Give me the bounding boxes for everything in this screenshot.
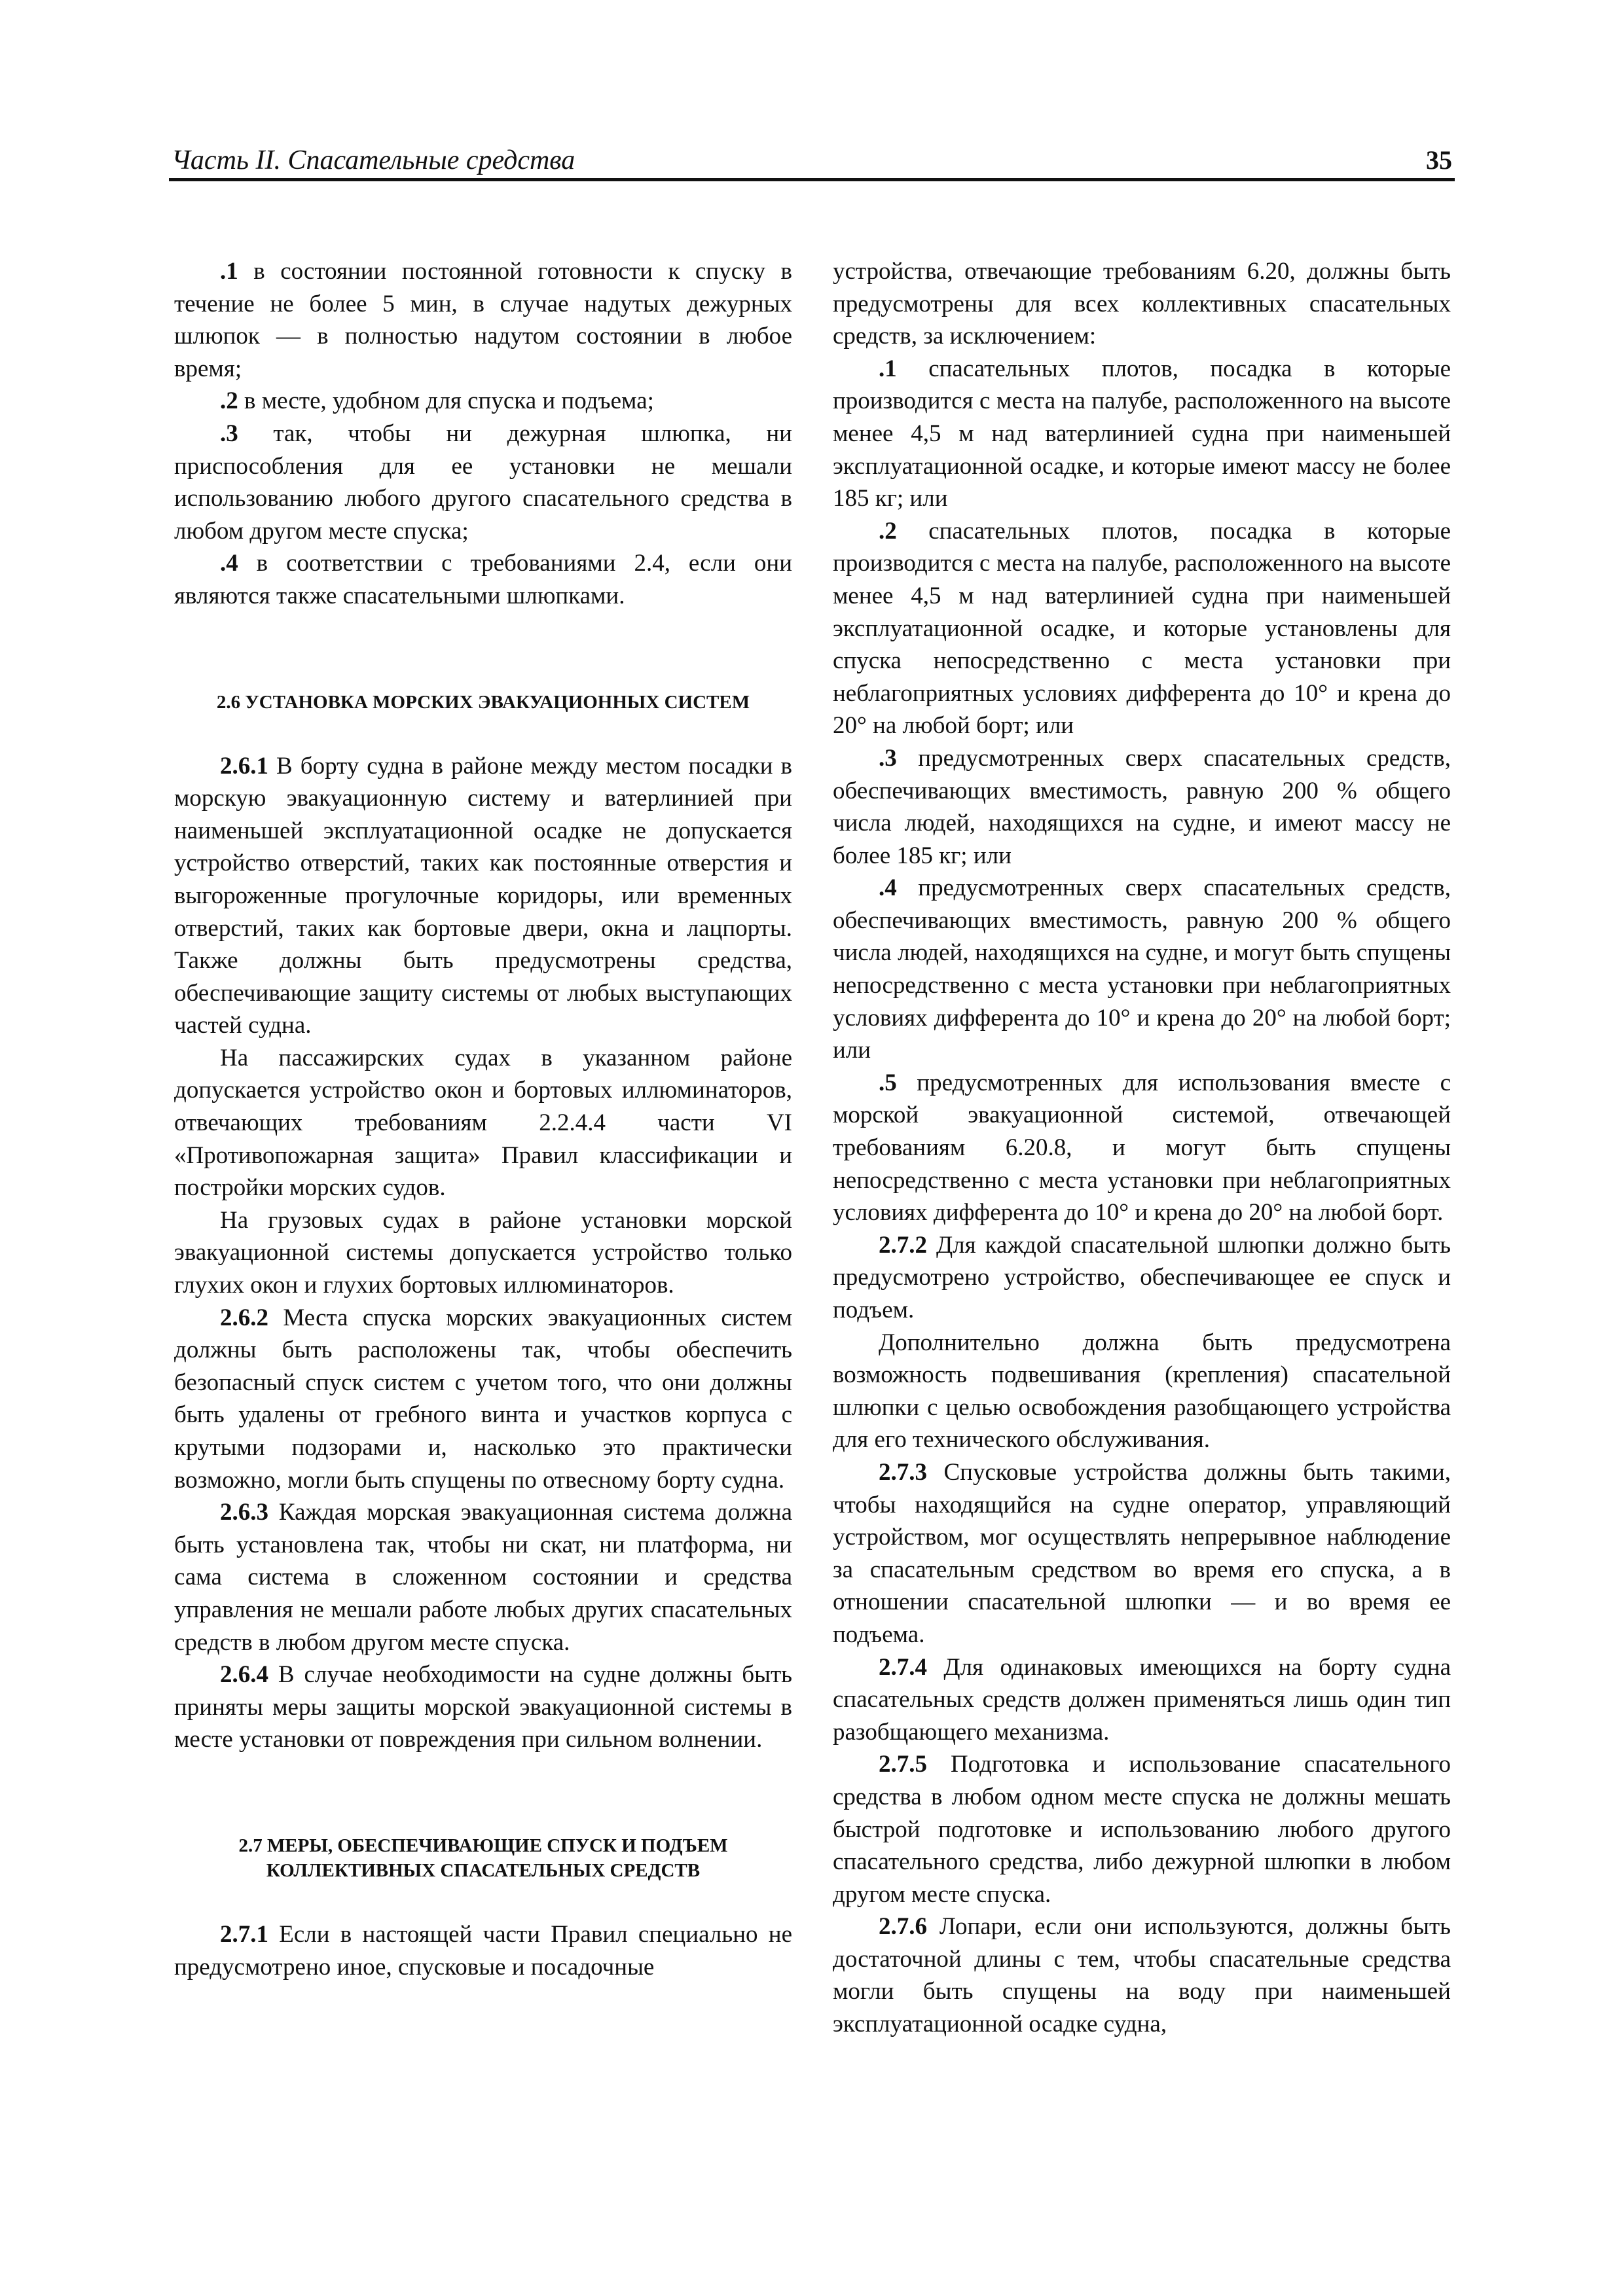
page-number: 35 bbox=[1426, 145, 1452, 175]
item-text: в месте, удобном для спуска и подъема; bbox=[238, 387, 654, 415]
paragraph bbox=[174, 1496, 792, 1659]
paragraph-text: Если в настоящей части Правил специально не предусмотрено иное, спусковые и посадочные bbox=[174, 1920, 792, 1981]
list-item bbox=[174, 385, 792, 418]
header-divider bbox=[169, 178, 1455, 181]
item-text: спасательных плотов, посадка в которые производится с места на палубе, расположенного на высоте менее 4,5 м над ватерлинией судна при наименьшей эксплуатационной осадке, и которые установлены для спуска непосредственно с места установки при неблагоприятных условиях дифферента до 10° и крена до 20° на любой борт; или bbox=[833, 517, 1451, 740]
list-item bbox=[174, 547, 792, 612]
item-number: .2 bbox=[220, 387, 238, 415]
paragraph bbox=[833, 255, 1451, 353]
list-item bbox=[833, 515, 1451, 742]
clause-number: 2.6.2 bbox=[220, 1304, 268, 1331]
item-number: .4 bbox=[220, 550, 238, 577]
paragraph-text: Места спуска морских эвакуационных систем должны быть расположены так, чтобы обеспечить безопасный спуск систем с учетом того, что они должны быть удалены от гребного винта и участков корпуса с крутыми подзорами и, насколько это практически возможно, могли быть спущены по отвесному борту судна. bbox=[174, 1304, 792, 1494]
paragraph bbox=[833, 1748, 1451, 1910]
paragraph bbox=[174, 1042, 792, 1204]
paragraph bbox=[174, 1918, 792, 1983]
paragraph bbox=[174, 750, 792, 1042]
item-number: .5 bbox=[879, 1069, 897, 1096]
clause-number: 2.7.1 bbox=[220, 1920, 268, 1948]
list-item bbox=[833, 742, 1451, 872]
paragraph bbox=[833, 1910, 1451, 2040]
paragraph-text: Для каждой спасательной шлюпки должно быть предусмотрено устройство, обеспечивающее ее спуск и подъем. bbox=[833, 1231, 1451, 1323]
item-text: предусмотренных сверх спасательных средств, обеспечивающих вместимость, равную 200 % общего числа людей, находящихся на судне, и могут быть спущены непосредственно с места установки при неблагоприятных условиях дифферента до 10° и крена до 20° на любой борт; или bbox=[833, 874, 1451, 1064]
paragraph-text: Подготовка и использование спасательного средства в любом одном месте спуска не должны мешать быстрой подготовке и использованию любого другого спасательного средства, либо дежурной шлюпки в любом другом месте спуска. bbox=[833, 1751, 1451, 1908]
item-text: в соответствии с требованиями 2.4, если они являются также спасательными шлюпками. bbox=[174, 550, 792, 609]
running-header-title: Часть II. Спасательные средства bbox=[172, 145, 575, 175]
left-column bbox=[174, 255, 792, 1983]
list-item bbox=[174, 418, 792, 547]
item-text: так, чтобы ни дежурная шлюпка, ни приспособления для ее установки не мешали использованию любого другого спасательного средства в любом другом месте спуска; bbox=[174, 420, 792, 545]
item-number: .2 bbox=[879, 517, 897, 545]
right-column bbox=[833, 255, 1451, 2041]
list-item bbox=[833, 353, 1451, 515]
item-number: .3 bbox=[879, 744, 897, 772]
item-text: в состоянии постоянной готовности к спуску в течение не более 5 мин, в случае надутых дежурных шлюпок — в полностью надутом состоянии в любое время; bbox=[174, 258, 792, 382]
section-heading-2-6: 2.6 УСТАНОВКА МОРСКИХ ЭВАКУАЦИОННЫХ СИСТЕМ bbox=[216, 691, 750, 713]
item-number: .1 bbox=[879, 355, 897, 382]
item-number: .1 bbox=[220, 258, 238, 285]
item-text: предусмотренных для использования вместе с морской эвакуационной системой, отвечающей требованиям 6.20.8, и могут быть спущены непосредственно с места установки при неблагоприятных условиях дифферента до 10° и крена до 20° на любой борт. bbox=[833, 1069, 1451, 1227]
clause-number: 2.7.6 bbox=[879, 1913, 927, 1941]
clause-number: 2.6.4 bbox=[220, 1661, 268, 1689]
paragraph bbox=[174, 1204, 792, 1302]
paragraph-text: Дополнительно должна быть предусмотрена возможность подвешивания (крепления) спасательной шлюпки с целью освобождения разобщающего устройства для его технического обслуживания. bbox=[833, 1329, 1451, 1454]
paragraph bbox=[833, 1327, 1451, 1456]
clause-number: 2.7.2 bbox=[879, 1231, 927, 1259]
item-number: .4 bbox=[879, 874, 897, 902]
paragraph bbox=[174, 1659, 792, 1756]
paragraph bbox=[833, 1229, 1451, 1327]
clause-number: 2.6.1 bbox=[220, 752, 268, 780]
paragraph-text: Лопари, если они используются, должны быть достаточной длины с тем, чтобы спасательные средства могли быть спущены на воду при наименьшей эксплуатационной осадке судна, bbox=[833, 1913, 1451, 2038]
paragraph-text: Спусковые устройства должны быть такими, чтобы находящийся на судне оператор, управляющий устройством, мог осуществлять непрерывное наблюдение за спасательным средством во время его спуска, а в отношении спасательной шлюпки — и во время ее подъема. bbox=[833, 1458, 1451, 1648]
paragraph-text: В случае необходимости на судне должны быть приняты меры защиты морской эвакуационной системы в месте установки от повреждения при сильном волнении. bbox=[174, 1661, 792, 1753]
item-text: предусмотренных сверх спасательных средств, обеспечивающих вместимость, равную 200 % общего числа людей, находящихся на судне, и имеют массу не более 185 кг; или bbox=[833, 744, 1451, 869]
list-item bbox=[833, 872, 1451, 1067]
list-item bbox=[833, 1067, 1451, 1229]
paragraph bbox=[174, 1302, 792, 1497]
paragraph bbox=[833, 1651, 1451, 1749]
clause-number: 2.6.3 bbox=[220, 1499, 268, 1526]
item-number: .3 bbox=[220, 420, 238, 447]
list-item bbox=[174, 255, 792, 385]
paragraph-text: Каждая морская эвакуационная система должна быть установлена так, чтобы ни скат, ни платформа, ни сама система в сложенном состоянии и средства управления не мешали работе любых других спасательных средств в любом другом месте спуска. bbox=[174, 1499, 792, 1656]
paragraph-text: Для одинаковых имеющихся на борту судна спасательных средств должен применяться лишь один тип разобщающего механизма. bbox=[833, 1653, 1451, 1746]
paragraph-text: В борту судна в районе между местом посадки в морскую эвакуационную систему и ватерлинией при наименьшей эксплуатационной осадке не допускается устройство отверстий, таких как постоянные отверстия и выгороженные прогулочные коридоры, или временных отверстий, таких как бортовые двери, окна и лацпорты. Также должны быть предусмотрены средства, обеспечивающие защиту системы от любых выступающих частей судна. bbox=[174, 752, 792, 1039]
paragraph bbox=[833, 1456, 1451, 1651]
item-text: спасательных плотов, посадка в которые производится с места на палубе, расположенного на высоте менее 4,5 м над ватерлинией судна при наименьшей эксплуатационной осадке, и которые имеют массу не более 185 кг; или bbox=[833, 355, 1451, 512]
paragraph-text: На грузовых судах в районе установки морской эвакуационной системы допускается устройство только глухих окон и глухих бортовых иллюминаторов. bbox=[174, 1206, 792, 1299]
running-header bbox=[172, 145, 1452, 175]
paragraph-text: На пассажирских судах в указанном районе допускается устройство окон и бортовых иллюминаторов, отвечающих требованиям 2.2.4.4 части VI «Противопожарная защита» Правил классификации и постройки морских судов. bbox=[174, 1044, 792, 1202]
clause-number: 2.7.5 bbox=[879, 1751, 927, 1778]
clause-number: 2.7.3 bbox=[879, 1458, 927, 1486]
clause-number: 2.7.4 bbox=[879, 1653, 927, 1681]
paragraph-text: устройства, отвечающие требованиям 6.20, должны быть предусмотрены для всех коллективных спасательных средств, за исключением: bbox=[833, 258, 1451, 350]
section-heading-2-7: 2.7 МЕРЫ, ОБЕСПЕЧИВАЮЩИЕ СПУСК И ПОДЪЕМ КОЛЛЕКТИВНЫХ СПАСАТЕЛЬНЫХ СРЕДСТВ bbox=[238, 1835, 728, 1881]
